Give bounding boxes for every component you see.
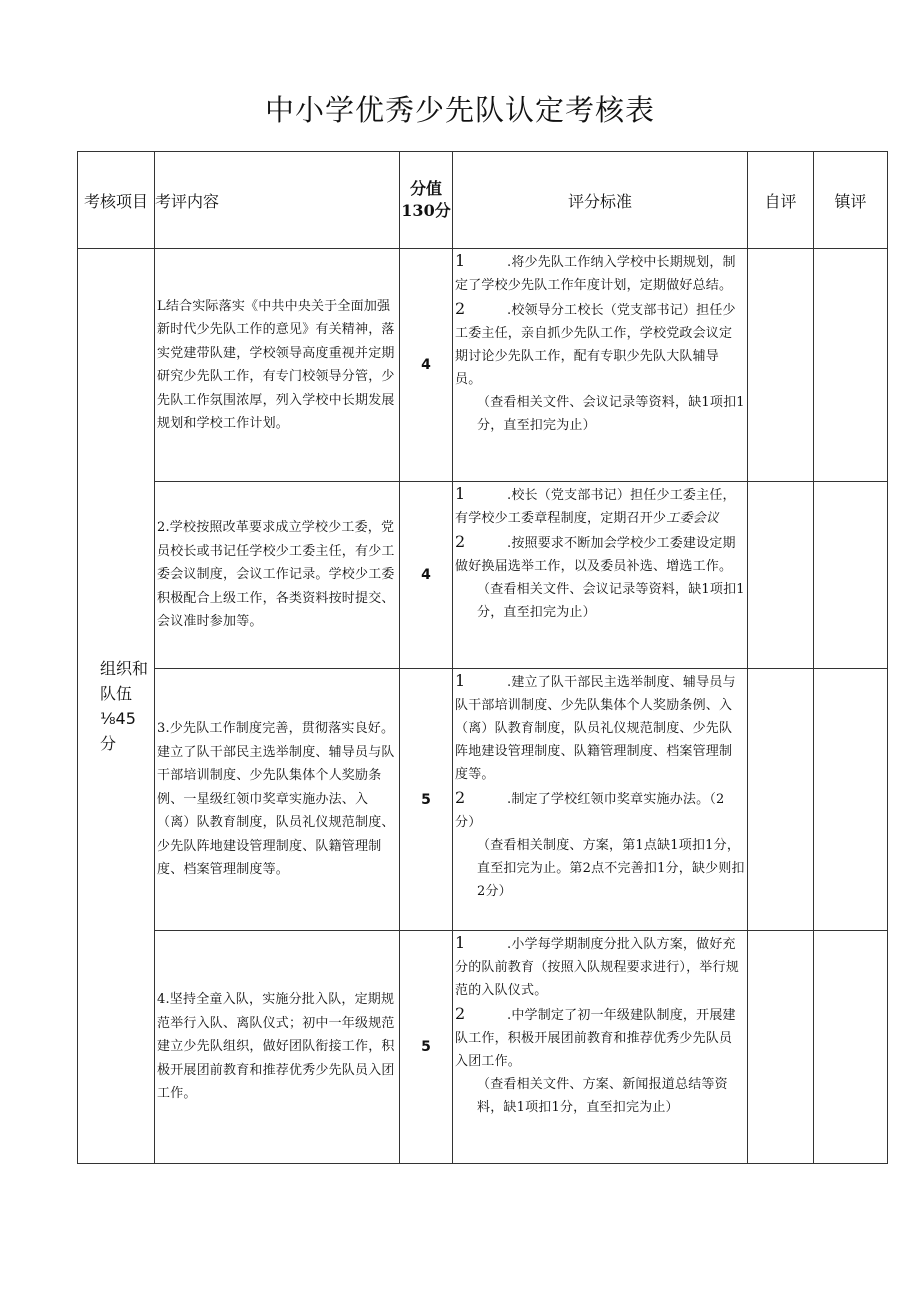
assessment-table: [77, 151, 888, 1164]
standard-num: 2: [455, 1004, 466, 1023]
table-row: [78, 931, 888, 1164]
standard-num: 1: [455, 484, 466, 503]
header-standard: 评分标准: [453, 152, 748, 249]
self-eval-cell[interactable]: [748, 482, 814, 669]
standard-note: （查看相关制度、方案，第1点缺1项扣1分，直至扣完为止。第2点不完善扣1分，缺少则扣2分）: [477, 838, 745, 899]
self-eval-cell[interactable]: [748, 669, 814, 931]
table-row: [78, 249, 888, 482]
category-cell: 组织和队伍⅛45分: [78, 249, 155, 1164]
content-cell: 2.学校按照改革要求成立学校少工委，党员校长或书记任学校少工委主任，有少工委会议制度，会议工作记录。学校少工委积极配合上级工作，各类资料按时提交、会议准时参加等。: [155, 482, 400, 669]
standard-cell: [453, 669, 748, 931]
standard-cell: [453, 249, 748, 482]
page-title: 中小学优秀少先队认定考核表: [264, 93, 655, 127]
header-score-label: 分值: [409, 179, 442, 198]
header-self: 自评: [748, 152, 814, 249]
table-row: [78, 669, 888, 931]
town-eval-cell[interactable]: [814, 669, 888, 931]
town-eval-cell[interactable]: [814, 931, 888, 1164]
header-row: [78, 152, 888, 249]
standard-num: 2: [455, 532, 466, 551]
standard-text: .校领导分工校长（党支部书记）担任少工委主任，亲自抓少先队工作，学校党政会议定期讨论少先队工作，配有专职少先队大队辅导员。: [455, 303, 736, 387]
score-cell: 5: [400, 931, 453, 1164]
header-item: 考核项目: [78, 152, 155, 249]
standard-num: 1: [455, 251, 466, 270]
standard-text: .小学每学期制度分批入队方案，做好充分的队前教育（按照入队规程要求进行），举行规范的入队仪式。: [455, 937, 739, 998]
self-eval-cell[interactable]: [748, 931, 814, 1164]
header-content: 考评内容: [155, 152, 400, 249]
content-cell: 4.坚持全童入队，实施分批入队，定期规范举行入队、离队仪式；初中一年级规范建立少先队组织，做好团队衔接工作，积极开展团前教育和推荐优秀少先队员入团工作。: [155, 931, 400, 1164]
standard-cell: [453, 482, 748, 669]
standard-text: .建立了队干部民主选举制度、辅导员与队干部培训制度、少先队集体个人奖励条例、入（离）队教育制度，队员礼仪规范制度、少先队阵地建设管理制度、队籍管理制度、档案管理制度等。: [455, 675, 736, 782]
standard-num: 2: [455, 299, 466, 318]
header-score-total: 130分: [401, 201, 451, 220]
standard-text: .校长（党支部书记）担任少工委主任，有学校少工委章程制度，定期召开少: [455, 488, 736, 526]
standard-note: （查看相关文件、方案、新闻报道总结等资料，缺1项扣1分，直至扣完为止）: [477, 1077, 728, 1115]
standard-num: 2: [455, 788, 466, 807]
standard-note: （查看相关文件、会议记录等资料，缺1项扣1分，直至扣完为止）: [477, 582, 745, 620]
score-cell: 4: [400, 249, 453, 482]
standard-text: .按照要求不断加会学校少工委建设定期做好换届选举工作，以及委员补选、增选工作。: [455, 536, 736, 574]
header-town: 镇评: [814, 152, 888, 249]
standard-text: .制定了学校红领巾奖章实施办法。（2分）: [455, 792, 725, 830]
standard-note: （查看相关文件、会议记录等资料，缺1项扣1分，直至扣完为止）: [477, 395, 745, 433]
standard-text-italic: 工委会议: [666, 511, 720, 526]
standard-cell: [453, 931, 748, 1164]
town-eval-cell[interactable]: [814, 249, 888, 482]
table-row: [78, 482, 888, 669]
header-score: [400, 152, 453, 249]
content-cell: L结合实际落实《中共中央关于全面加强新时代少先队工作的意见》有关精神，落实党建带队建，学校领导高度重视并定期研究少先队工作，有专门校领导分管，少先队工作氛围浓厚，列入学校中长期发展规划和学校工作计划。: [155, 249, 400, 482]
score-cell: 5: [400, 669, 453, 931]
standard-num: 1: [455, 671, 466, 690]
standard-text: .将少先队工作纳入学校中长期规划，制定了学校少先队工作年度计划，定期做好总结。: [455, 255, 736, 293]
score-cell: 4: [400, 482, 453, 669]
content-cell: 3.少先队工作制度完善，贯彻落实良好。建立了队干部民主选举制度、辅导员与队干部培训制度、少先队集体个人奖励条例、一星级红领巾奖章实施办法、入（离）队教育制度，队员礼仪规范制度、少先队阵地建设管理制度、队籍管理制度、档案管理制度等。: [155, 669, 400, 931]
standard-num: 1: [455, 933, 466, 952]
standard-text: .中学制定了初一年级建队制度，开展建队工作，积极开展团前教育和推荐优秀少先队员入团工作。: [455, 1008, 736, 1069]
self-eval-cell[interactable]: [748, 249, 814, 482]
town-eval-cell[interactable]: [814, 482, 888, 669]
